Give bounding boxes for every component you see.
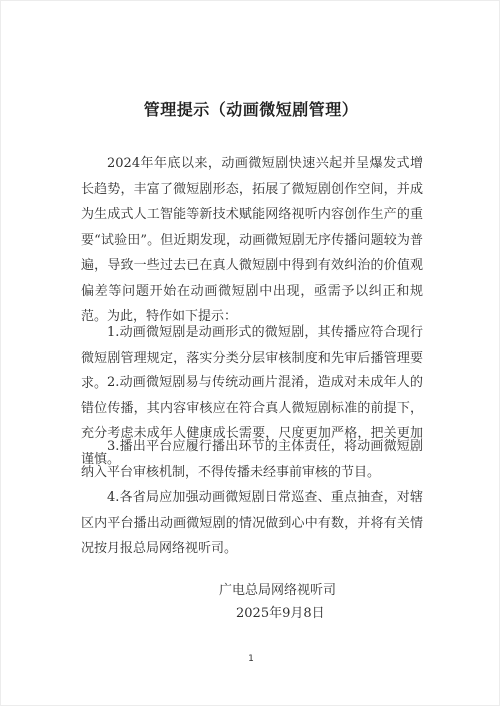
list-item: 2.动画微短剧易与传统动画片混淆，造成对未成年人的错位传播，其内容审核应在符合真人微短剧标准的前提下，充分考虑未成年人健康成长需要，尺度更加严格，把关更加谨慎。: [81, 375, 423, 467]
signature-organization: 广电总局网络视听司: [219, 583, 337, 598]
intro-paragraph-block: [81, 151, 423, 330]
item-block-3: [81, 434, 423, 485]
page-number: 1: [248, 654, 254, 664]
list-item: 3.播出平台应履行播出环节的主体责任，将动画微短剧纳入平台审核机制，不得传播未经事前审核的节目。: [81, 439, 423, 480]
item-block-4: [81, 485, 423, 562]
intro-paragraph: 2024年年底以来，动画微短剧快速兴起并呈爆发式增长趋势，丰富了微短剧形态，拓展了微短剧创作空间，并成为生成式人工智能等新技术赋能网络视听内容创作生产的重要“试验田”。但近期发现，动画微短剧无序传播问题较为普遍，导致一些过去已在真人微短剧中得到有效纠治的价值观偏差等问题开始在动画微短剧中出现，亟需予以纠正和规范。为此，特作如下提示：: [81, 156, 423, 324]
signature-date: 2025年9月8日: [236, 606, 325, 621]
list-item: 1.动画微短剧是动画形式的微短剧，其传播应符合现行微短剧管理规定，落实分类分层审核制度和先审后播管理要求。: [81, 325, 423, 391]
list-item: 4.各省局应加强动画微短剧日常巡查、重点抽查，对辖区内平台播出动画微短剧的情况做到心中有数，并将有关情况按月报总局网络视听司。: [81, 490, 423, 556]
document-title: 管理提示（动画微短剧管理）: [143, 100, 359, 119]
